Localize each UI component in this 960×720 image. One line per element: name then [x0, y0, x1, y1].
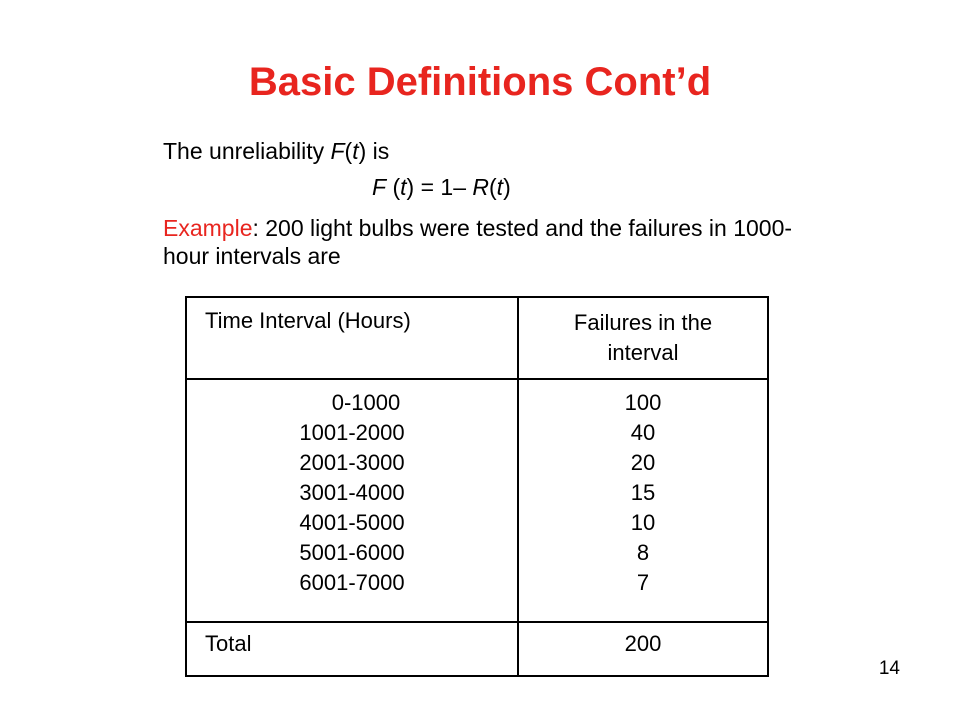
unreliability-definition: [163, 138, 389, 165]
formula-lparen1: (: [386, 174, 401, 200]
failure-count: 100: [624, 390, 662, 415]
table-total-row: [186, 622, 768, 676]
header-failures-line1: Failures in the: [573, 310, 713, 335]
formula-lparen2: (: [489, 174, 497, 200]
definition-suffix: is: [366, 138, 390, 164]
formula-t2: t: [496, 174, 504, 200]
header-failures-line2: interval: [607, 340, 679, 365]
slide-title: Basic Definitions Cont’d: [248, 60, 712, 104]
intervals-cell: [186, 379, 518, 622]
definition-paren-open: (: [344, 138, 353, 164]
definition-prefix: The unreliability: [163, 138, 331, 164]
interval-value: 3001-4000: [299, 480, 405, 505]
table-body-row: [186, 379, 768, 622]
total-label: Total: [186, 622, 518, 676]
formula-t1: t: [400, 174, 407, 200]
failure-count: 7: [636, 570, 650, 595]
interval-value: 5001-6000: [299, 540, 405, 565]
interval-value: 1001-2000: [299, 420, 405, 445]
formula-R: R: [466, 174, 489, 200]
failure-count: 8: [636, 540, 650, 565]
interval-value: 6001-7000: [299, 570, 405, 595]
total-value: 200: [518, 622, 768, 676]
page-number: 14: [878, 658, 900, 679]
example-text: : 200 light bulbs were tested and the failures in 1000-hour intervals are: [163, 215, 793, 269]
failure-count: 40: [630, 420, 656, 445]
formula-equals: =: [414, 174, 441, 200]
table-header-row: [186, 297, 768, 379]
example-label: Example: [163, 215, 253, 241]
formula-rparen1: ): [406, 174, 415, 200]
interval-value: 4001-5000: [299, 510, 405, 535]
formula-rparen2: ): [503, 174, 511, 200]
example-paragraph: [163, 214, 803, 270]
failures-cell: [518, 379, 768, 622]
failure-count: 20: [630, 450, 656, 475]
interval-value: 2001-3000: [299, 450, 405, 475]
header-time-interval: Time Interval (Hours): [186, 297, 518, 379]
formula-minus: –: [453, 174, 466, 200]
failure-count: 10: [630, 510, 656, 535]
formula-one: 1: [440, 174, 454, 200]
definition-F: F: [330, 138, 345, 164]
definition-t: t: [352, 138, 359, 164]
failure-count: 15: [630, 480, 656, 505]
formula-F: F: [372, 174, 387, 200]
unreliability-formula: [372, 174, 511, 201]
failures-table: [185, 296, 769, 677]
header-failures: [518, 297, 768, 379]
definition-paren-close: ): [358, 138, 367, 164]
interval-value: 0-1000: [331, 390, 401, 415]
